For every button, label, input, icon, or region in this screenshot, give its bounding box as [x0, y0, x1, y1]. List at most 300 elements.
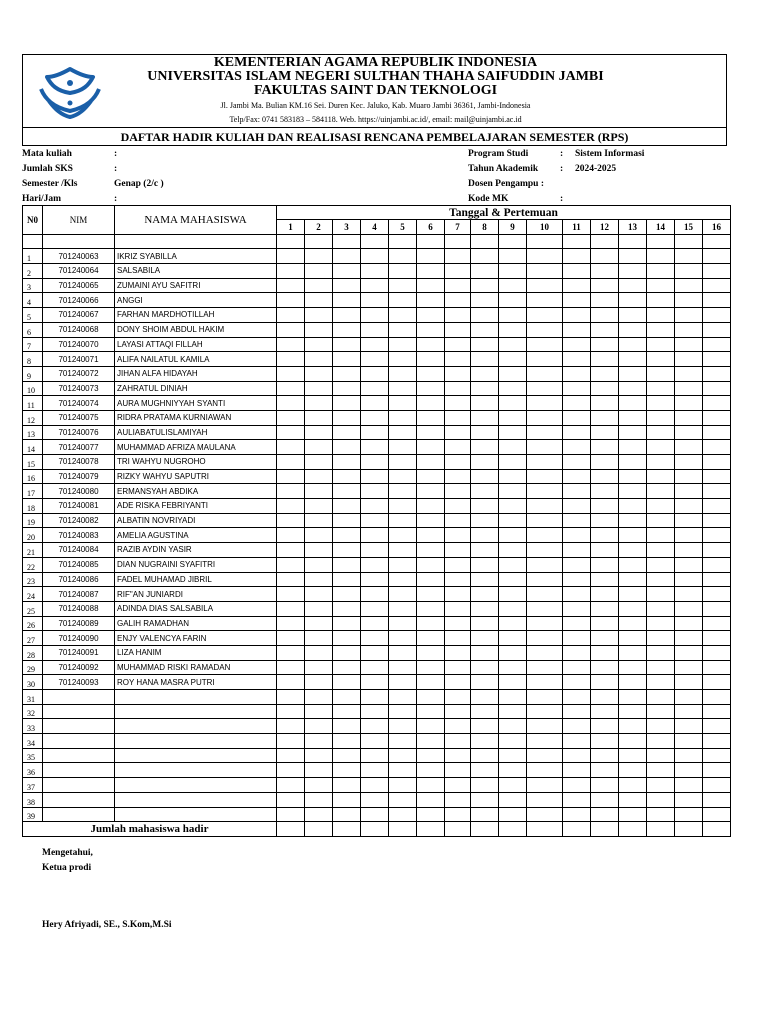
attendance-cell[interactable] [527, 807, 563, 822]
attendance-cell[interactable] [499, 352, 527, 367]
attendance-cell[interactable] [471, 513, 499, 528]
attendance-cell[interactable] [563, 601, 591, 616]
attendance-cell[interactable] [471, 455, 499, 470]
attendance-cell[interactable] [563, 748, 591, 763]
attendance-cell[interactable] [417, 396, 445, 411]
attendance-cell[interactable] [471, 660, 499, 675]
attendance-cell[interactable] [619, 410, 647, 425]
attendance-cell[interactable] [563, 734, 591, 749]
attendance-cell[interactable] [389, 249, 417, 264]
attendance-cell[interactable] [471, 249, 499, 264]
attendance-cell[interactable] [417, 631, 445, 646]
attendance-cell[interactable] [333, 410, 361, 425]
attendance-cell[interactable] [417, 675, 445, 690]
attendance-cell[interactable] [591, 264, 619, 279]
attendance-cell[interactable] [333, 337, 361, 352]
attendance-cell[interactable] [389, 381, 417, 396]
attendance-cell[interactable] [563, 543, 591, 558]
attendance-cell[interactable] [389, 513, 417, 528]
attendance-cell[interactable] [499, 513, 527, 528]
attendance-cell[interactable] [333, 499, 361, 514]
attendance-cell[interactable] [499, 396, 527, 411]
attendance-cell[interactable] [591, 763, 619, 778]
attendance-cell[interactable] [703, 293, 731, 308]
attendance-cell[interactable] [675, 557, 703, 572]
attendance-cell[interactable] [675, 748, 703, 763]
attendance-cell[interactable] [305, 557, 333, 572]
attendance-cell[interactable] [305, 792, 333, 807]
attendance-cell[interactable] [499, 381, 527, 396]
attendance-cell[interactable] [499, 792, 527, 807]
attendance-cell[interactable] [675, 807, 703, 822]
attendance-cell[interactable] [445, 278, 471, 293]
attendance-cell[interactable] [647, 322, 675, 337]
attendance-cell[interactable] [675, 381, 703, 396]
attendance-cell[interactable] [333, 396, 361, 411]
attendance-cell[interactable] [591, 690, 619, 705]
attendance-cell[interactable] [619, 484, 647, 499]
attendance-cell[interactable] [361, 704, 389, 719]
attendance-cell[interactable] [703, 675, 731, 690]
attendance-cell[interactable] [361, 337, 389, 352]
attendance-cell[interactable] [591, 660, 619, 675]
attendance-cell[interactable] [703, 807, 731, 822]
attendance-cell[interactable] [499, 410, 527, 425]
attendance-cell[interactable] [703, 778, 731, 793]
attendance-cell[interactable] [389, 601, 417, 616]
attendance-cell[interactable] [361, 425, 389, 440]
attendance-cell[interactable] [277, 278, 305, 293]
attendance-cell[interactable] [445, 396, 471, 411]
attendance-cell[interactable] [647, 249, 675, 264]
attendance-cell[interactable] [417, 763, 445, 778]
attendance-cell[interactable] [305, 381, 333, 396]
attendance-cell[interactable] [563, 572, 591, 587]
attendance-cell[interactable] [499, 278, 527, 293]
attendance-cell[interactable] [563, 792, 591, 807]
attendance-cell[interactable] [445, 748, 471, 763]
attendance-cell[interactable] [417, 513, 445, 528]
attendance-cell[interactable] [591, 601, 619, 616]
attendance-cell[interactable] [527, 690, 563, 705]
attendance-cell[interactable] [527, 469, 563, 484]
attendance-cell[interactable] [563, 293, 591, 308]
summary-cell[interactable] [361, 822, 389, 837]
attendance-cell[interactable] [703, 381, 731, 396]
attendance-cell[interactable] [675, 249, 703, 264]
attendance-cell[interactable] [445, 264, 471, 279]
attendance-cell[interactable] [619, 528, 647, 543]
attendance-cell[interactable] [417, 557, 445, 572]
attendance-cell[interactable] [591, 704, 619, 719]
attendance-cell[interactable] [703, 425, 731, 440]
attendance-cell[interactable] [361, 499, 389, 514]
attendance-cell[interactable] [445, 557, 471, 572]
attendance-cell[interactable] [389, 587, 417, 602]
attendance-cell[interactable] [619, 704, 647, 719]
attendance-cell[interactable] [471, 528, 499, 543]
attendance-cell[interactable] [417, 322, 445, 337]
attendance-cell[interactable] [527, 587, 563, 602]
attendance-cell[interactable] [647, 543, 675, 558]
attendance-cell[interactable] [361, 440, 389, 455]
attendance-cell[interactable] [417, 572, 445, 587]
attendance-cell[interactable] [305, 366, 333, 381]
attendance-cell[interactable] [499, 631, 527, 646]
attendance-cell[interactable] [499, 601, 527, 616]
attendance-cell[interactable] [703, 410, 731, 425]
attendance-cell[interactable] [591, 675, 619, 690]
attendance-cell[interactable] [591, 557, 619, 572]
attendance-cell[interactable] [361, 807, 389, 822]
attendance-cell[interactable] [445, 337, 471, 352]
attendance-cell[interactable] [499, 308, 527, 323]
attendance-cell[interactable] [675, 660, 703, 675]
attendance-cell[interactable] [305, 734, 333, 749]
summary-cell[interactable] [471, 822, 499, 837]
attendance-cell[interactable] [305, 293, 333, 308]
attendance-cell[interactable] [277, 631, 305, 646]
attendance-cell[interactable] [703, 528, 731, 543]
attendance-cell[interactable] [527, 543, 563, 558]
attendance-cell[interactable] [417, 690, 445, 705]
attendance-cell[interactable] [361, 601, 389, 616]
attendance-cell[interactable] [703, 352, 731, 367]
attendance-cell[interactable] [471, 601, 499, 616]
attendance-cell[interactable] [361, 308, 389, 323]
attendance-cell[interactable] [591, 631, 619, 646]
attendance-cell[interactable] [591, 513, 619, 528]
attendance-cell[interactable] [619, 675, 647, 690]
attendance-cell[interactable] [277, 337, 305, 352]
summary-cell[interactable] [675, 822, 703, 837]
attendance-cell[interactable] [389, 528, 417, 543]
attendance-cell[interactable] [563, 631, 591, 646]
attendance-cell[interactable] [333, 704, 361, 719]
attendance-cell[interactable] [703, 763, 731, 778]
attendance-cell[interactable] [675, 264, 703, 279]
attendance-cell[interactable] [471, 425, 499, 440]
attendance-cell[interactable] [527, 660, 563, 675]
attendance-cell[interactable] [563, 528, 591, 543]
attendance-cell[interactable] [445, 528, 471, 543]
attendance-cell[interactable] [333, 425, 361, 440]
attendance-cell[interactable] [527, 528, 563, 543]
attendance-cell[interactable] [333, 719, 361, 734]
attendance-cell[interactable] [647, 293, 675, 308]
attendance-cell[interactable] [361, 792, 389, 807]
attendance-cell[interactable] [499, 616, 527, 631]
attendance-cell[interactable] [471, 792, 499, 807]
attendance-cell[interactable] [445, 719, 471, 734]
attendance-cell[interactable] [277, 807, 305, 822]
attendance-cell[interactable] [619, 660, 647, 675]
attendance-cell[interactable] [675, 469, 703, 484]
attendance-cell[interactable] [647, 616, 675, 631]
attendance-cell[interactable] [417, 410, 445, 425]
attendance-cell[interactable] [277, 675, 305, 690]
attendance-cell[interactable] [527, 719, 563, 734]
attendance-cell[interactable] [305, 543, 333, 558]
attendance-cell[interactable] [499, 425, 527, 440]
attendance-cell[interactable] [389, 264, 417, 279]
attendance-cell[interactable] [445, 704, 471, 719]
attendance-cell[interactable] [471, 337, 499, 352]
attendance-cell[interactable] [619, 440, 647, 455]
attendance-cell[interactable] [647, 352, 675, 367]
attendance-cell[interactable] [305, 249, 333, 264]
attendance-cell[interactable] [675, 513, 703, 528]
attendance-cell[interactable] [361, 748, 389, 763]
attendance-cell[interactable] [675, 308, 703, 323]
attendance-cell[interactable] [445, 293, 471, 308]
attendance-cell[interactable] [471, 734, 499, 749]
attendance-cell[interactable] [277, 513, 305, 528]
attendance-cell[interactable] [277, 719, 305, 734]
attendance-cell[interactable] [445, 308, 471, 323]
attendance-cell[interactable] [471, 616, 499, 631]
attendance-cell[interactable] [417, 264, 445, 279]
attendance-cell[interactable] [361, 455, 389, 470]
attendance-cell[interactable] [527, 381, 563, 396]
attendance-cell[interactable] [445, 513, 471, 528]
attendance-cell[interactable] [499, 528, 527, 543]
attendance-cell[interactable] [389, 293, 417, 308]
attendance-cell[interactable] [675, 645, 703, 660]
attendance-cell[interactable] [591, 352, 619, 367]
attendance-cell[interactable] [361, 322, 389, 337]
attendance-cell[interactable] [675, 396, 703, 411]
attendance-cell[interactable] [471, 675, 499, 690]
attendance-cell[interactable] [333, 792, 361, 807]
attendance-cell[interactable] [647, 381, 675, 396]
attendance-cell[interactable] [333, 645, 361, 660]
attendance-cell[interactable] [619, 249, 647, 264]
attendance-cell[interactable] [591, 469, 619, 484]
attendance-cell[interactable] [563, 675, 591, 690]
attendance-cell[interactable] [563, 704, 591, 719]
attendance-cell[interactable] [333, 352, 361, 367]
attendance-cell[interactable] [591, 645, 619, 660]
summary-cell[interactable] [305, 822, 333, 837]
attendance-cell[interactable] [389, 631, 417, 646]
attendance-cell[interactable] [591, 396, 619, 411]
attendance-cell[interactable] [417, 778, 445, 793]
attendance-cell[interactable] [445, 499, 471, 514]
attendance-cell[interactable] [471, 719, 499, 734]
attendance-cell[interactable] [499, 455, 527, 470]
attendance-cell[interactable] [445, 778, 471, 793]
attendance-cell[interactable] [333, 748, 361, 763]
attendance-cell[interactable] [563, 249, 591, 264]
attendance-cell[interactable] [333, 675, 361, 690]
attendance-cell[interactable] [591, 719, 619, 734]
attendance-cell[interactable] [445, 675, 471, 690]
attendance-cell[interactable] [389, 366, 417, 381]
attendance-cell[interactable] [591, 587, 619, 602]
attendance-cell[interactable] [675, 734, 703, 749]
attendance-cell[interactable] [563, 337, 591, 352]
attendance-cell[interactable] [471, 396, 499, 411]
attendance-cell[interactable] [591, 792, 619, 807]
attendance-cell[interactable] [277, 308, 305, 323]
summary-cell[interactable] [499, 822, 527, 837]
attendance-cell[interactable] [445, 734, 471, 749]
attendance-cell[interactable] [647, 572, 675, 587]
attendance-cell[interactable] [417, 543, 445, 558]
attendance-cell[interactable] [647, 308, 675, 323]
attendance-cell[interactable] [563, 455, 591, 470]
attendance-cell[interactable] [499, 469, 527, 484]
attendance-cell[interactable] [305, 645, 333, 660]
attendance-cell[interactable] [277, 792, 305, 807]
attendance-cell[interactable] [499, 704, 527, 719]
attendance-cell[interactable] [361, 366, 389, 381]
attendance-cell[interactable] [591, 778, 619, 793]
attendance-cell[interactable] [361, 719, 389, 734]
attendance-cell[interactable] [305, 499, 333, 514]
attendance-cell[interactable] [647, 513, 675, 528]
attendance-cell[interactable] [305, 396, 333, 411]
attendance-cell[interactable] [445, 484, 471, 499]
attendance-cell[interactable] [333, 366, 361, 381]
attendance-cell[interactable] [527, 601, 563, 616]
attendance-cell[interactable] [361, 249, 389, 264]
attendance-cell[interactable] [527, 616, 563, 631]
attendance-cell[interactable] [389, 557, 417, 572]
attendance-cell[interactable] [563, 440, 591, 455]
attendance-cell[interactable] [591, 249, 619, 264]
attendance-cell[interactable] [361, 264, 389, 279]
attendance-cell[interactable] [703, 484, 731, 499]
attendance-cell[interactable] [277, 616, 305, 631]
attendance-cell[interactable] [675, 704, 703, 719]
attendance-cell[interactable] [527, 645, 563, 660]
attendance-cell[interactable] [445, 660, 471, 675]
attendance-cell[interactable] [703, 631, 731, 646]
attendance-cell[interactable] [277, 704, 305, 719]
attendance-cell[interactable] [563, 308, 591, 323]
attendance-cell[interactable] [563, 410, 591, 425]
attendance-cell[interactable] [703, 587, 731, 602]
attendance-cell[interactable] [647, 748, 675, 763]
attendance-cell[interactable] [591, 572, 619, 587]
attendance-cell[interactable] [333, 484, 361, 499]
attendance-cell[interactable] [591, 734, 619, 749]
attendance-cell[interactable] [703, 264, 731, 279]
attendance-cell[interactable] [675, 572, 703, 587]
attendance-cell[interactable] [389, 425, 417, 440]
attendance-cell[interactable] [563, 645, 591, 660]
attendance-cell[interactable] [333, 807, 361, 822]
attendance-cell[interactable] [563, 322, 591, 337]
attendance-cell[interactable] [389, 499, 417, 514]
attendance-cell[interactable] [619, 572, 647, 587]
attendance-cell[interactable] [675, 792, 703, 807]
attendance-cell[interactable] [619, 719, 647, 734]
attendance-cell[interactable] [305, 278, 333, 293]
attendance-cell[interactable] [647, 675, 675, 690]
attendance-cell[interactable] [647, 528, 675, 543]
attendance-cell[interactable] [675, 528, 703, 543]
attendance-cell[interactable] [389, 455, 417, 470]
attendance-cell[interactable] [277, 469, 305, 484]
attendance-cell[interactable] [499, 440, 527, 455]
attendance-cell[interactable] [471, 264, 499, 279]
attendance-cell[interactable] [333, 631, 361, 646]
attendance-cell[interactable] [277, 587, 305, 602]
attendance-cell[interactable] [563, 763, 591, 778]
attendance-cell[interactable] [305, 455, 333, 470]
attendance-cell[interactable] [591, 455, 619, 470]
attendance-cell[interactable] [389, 410, 417, 425]
attendance-cell[interactable] [277, 425, 305, 440]
attendance-cell[interactable] [471, 631, 499, 646]
attendance-cell[interactable] [703, 601, 731, 616]
attendance-cell[interactable] [591, 748, 619, 763]
attendance-cell[interactable] [647, 557, 675, 572]
attendance-cell[interactable] [417, 381, 445, 396]
attendance-cell[interactable] [591, 322, 619, 337]
attendance-cell[interactable] [471, 469, 499, 484]
attendance-cell[interactable] [563, 690, 591, 705]
attendance-cell[interactable] [471, 690, 499, 705]
attendance-cell[interactable] [445, 249, 471, 264]
attendance-cell[interactable] [305, 807, 333, 822]
attendance-cell[interactable] [361, 763, 389, 778]
attendance-cell[interactable] [333, 734, 361, 749]
attendance-cell[interactable] [675, 690, 703, 705]
attendance-cell[interactable] [277, 484, 305, 499]
attendance-cell[interactable] [527, 748, 563, 763]
attendance-cell[interactable] [591, 807, 619, 822]
attendance-cell[interactable] [389, 763, 417, 778]
attendance-cell[interactable] [471, 410, 499, 425]
attendance-cell[interactable] [527, 366, 563, 381]
attendance-cell[interactable] [305, 308, 333, 323]
attendance-cell[interactable] [389, 308, 417, 323]
attendance-cell[interactable] [703, 572, 731, 587]
attendance-cell[interactable] [619, 616, 647, 631]
attendance-cell[interactable] [527, 734, 563, 749]
attendance-cell[interactable] [499, 719, 527, 734]
attendance-cell[interactable] [389, 396, 417, 411]
attendance-cell[interactable] [389, 440, 417, 455]
attendance-cell[interactable] [277, 455, 305, 470]
attendance-cell[interactable] [471, 322, 499, 337]
attendance-cell[interactable] [445, 322, 471, 337]
summary-cell[interactable] [563, 822, 591, 837]
attendance-cell[interactable] [389, 322, 417, 337]
attendance-cell[interactable] [563, 719, 591, 734]
attendance-cell[interactable] [647, 366, 675, 381]
attendance-cell[interactable] [305, 469, 333, 484]
attendance-cell[interactable] [361, 557, 389, 572]
attendance-cell[interactable] [389, 645, 417, 660]
attendance-cell[interactable] [471, 748, 499, 763]
attendance-cell[interactable] [675, 675, 703, 690]
attendance-cell[interactable] [563, 366, 591, 381]
attendance-cell[interactable] [277, 557, 305, 572]
attendance-cell[interactable] [647, 645, 675, 660]
attendance-cell[interactable] [305, 264, 333, 279]
attendance-cell[interactable] [675, 499, 703, 514]
attendance-cell[interactable] [647, 763, 675, 778]
attendance-cell[interactable] [361, 513, 389, 528]
attendance-cell[interactable] [361, 278, 389, 293]
attendance-cell[interactable] [563, 264, 591, 279]
attendance-cell[interactable] [277, 352, 305, 367]
